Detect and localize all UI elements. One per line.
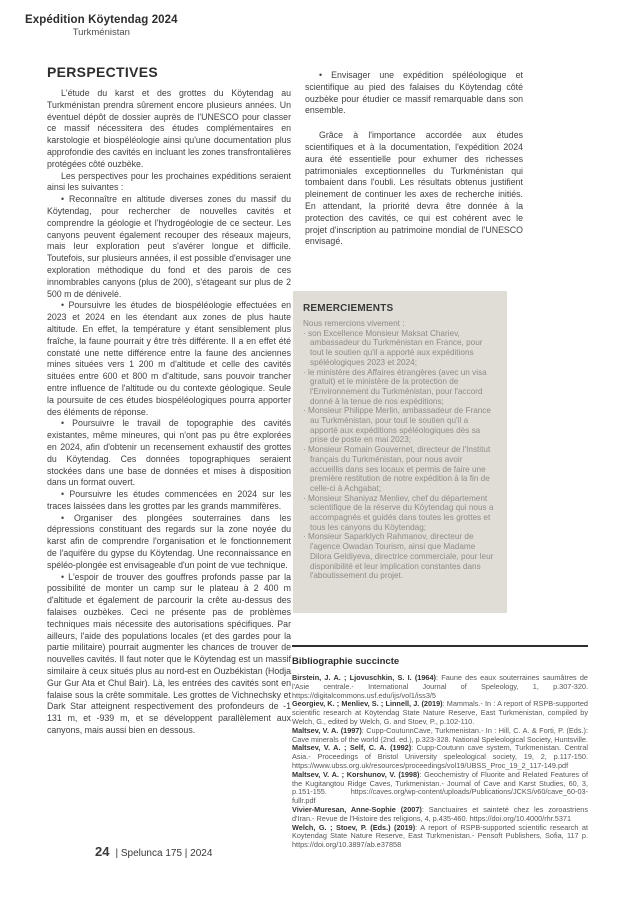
bullet-paragraph: • Reconnaître en altitude diverses zones du massif du Köytendag, pour rechercher de nouvelles cavités et comprendre la géologie et l'hydrogéologie de ce secteur. Les canyons peuvent également recouper des réseaux majeurs, mais leur exploration peut s'avérer longue et difficile. Toutefois, sur plusieurs années, il est possible d'envisager une exploration méthodique du fond et des parois de ces innombrables canyons (plus de 200), s'étageant sur plus de 2 500 m de dénivelé. [47, 194, 291, 299]
bullet-paragraph: • Envisager une expédition spéléologique et scientifique au pied des falaises du Köytendag côté ouzbèke pour étudier ce massif remarquable dans son ensemble. [305, 70, 523, 116]
entry-authors: Welch, G. ; Stoev, P. (Eds.) (2019) [292, 822, 416, 832]
article-subtitle: Turkménistan [72, 27, 130, 38]
journal-name: | Spelunca 175 | 2024 [115, 848, 213, 859]
bibliography-entry [292, 727, 588, 745]
entry-text: : Cupp-Coutunn cave system, Turkmenistan. Central Asia.- Proceedings of Bristol University speleological society, 19, 2, p.117-150. https://www.ubss.org.uk/resources/proceedings/vol19/UBSS_Proc_19_2_117-149.pdf [292, 743, 588, 770]
bibliography-entry [292, 824, 588, 850]
left-column [47, 64, 291, 737]
bullet-paragraph: • L'espoir de trouver des gouffres profonds passe par la possibilité de monter un camp sur le plateau à 2 400 m d'altitude et également de parcourir la crête au-dessus des falaises ouzbèkes. Ceci ne présente pas de problèmes techniques mais nécessite des autorisations spécifiques. Par ailleurs, l'aide des populations locales (et des gardes pour la partie militaire) pourrait augmenter les chances de trouver de nouvelles cavités. Il faut noter que le Köytendag est un massif similaire à ceux situés plus au nord-est en Ouzbékistan (Hodja Gur Gur Ata et Chul Bair). Là, les entrées des cavités sont en falaise sous la crête sommitale. Les grottes de Vichnechsky et Dark Star atteignent respectivement des profondeurs de -1 131 m, et -939 m, et se développent parallèlement aux canyons, mais aussi bien en dessous. [47, 571, 291, 736]
bibliography-entry [292, 744, 588, 770]
bullet-paragraph: • Poursuivre le travail de topographie des cavités existantes, même mineures, qui n'ont pas pu être explorées en 2024, afin d'obtenir un recensement exhaustif des grottes du Köytendag. Ces données topographiques seraient stockées dans une base de données et mises à disposition dans un format ouvert. [47, 418, 291, 488]
remerciements-item: · Monsieur Saparklych Rahmanov, directeur de l'agence Owadan Tourism, ainsi que Madame Dilora Geldiyeva, directrice commerciale, pour leur disponibilité et leur implication constantes dans l'aboutissement du projet. [303, 532, 494, 581]
article-title: Expédition Köytendag 2024 [25, 14, 178, 26]
bibliography-entry [292, 771, 588, 806]
entry-text: : Cupp-CoutunnCave, Turkmenistan.- In : Hill, C. A. & Forti, P. (Eds.): Cave minerals of the world (2nd. ed.), p.323-328. National Speleological Society, Huntsville. [292, 725, 588, 744]
remerciements-intro: Nous remercions vivement : [303, 319, 405, 328]
entry-authors: Maltsev, V. A. (1997) [292, 725, 362, 735]
bibliography-section [292, 645, 588, 850]
entry-authors: Georgiev, K. ; Menliev, S. ; Linnell, J. (2019) [292, 699, 443, 709]
remerciements-list [303, 329, 496, 581]
right-column [305, 70, 523, 248]
paragraph: Grâce à l'importance accordée aux études scientifiques et à la documentation, l'expédition 2024 aura été essentielle pour exhumer des richesses patrimoniales exceptionnelles du Turkménistan qui tombaient dans l'oubli. Les résultats obtenus justifient pleinement de continuer les axes de recherche initiés. En attendant, la priorité devra être donnée à la protection des cavités, ce qui est cohérent avec le projet d'inscription au patrimoine mondial de l'UNESCO envisagé. [305, 130, 523, 247]
remerciements-item: · son Excellence Monsieur Maksat Chariev, ambassadeur du Turkménistan en France, pour tout le soutien qu'il a apporté aux expéditions spéléologiques 2023 et 2024; [303, 328, 483, 367]
entry-text: : Geochemistry of Fluorite and Related Features of the Kugitangtou Ridge Caves, Turkmenistan.- Journal of Cave and Karst Studies, 60, 3, p.151-155. https://caves.org/wp-content/uploads/Publications/JCKS/v60/cave_60-03-fullr.pdf [292, 769, 588, 806]
remerciements-box [293, 291, 507, 613]
paragraph: L'étude du karst et des grottes du Köytendag au Turkménistan prendra sûrement encore plusieurs années. Un éventuel dépôt de dossier auprès de l'UNESCO pour classer ce massif nécessitera des études complémentaires en karstologie et biospéléologie ainsi qu'une documentation plus approfondie des cavités en incluant les zones transfrontalières protégées côté ouzbèke. [47, 88, 291, 169]
bibliography-entry [292, 700, 588, 726]
remerciements-item: · Monsieur Romain Gouvernet, directeur de l'Institut français du Turkménistan, pour nous avoir accueillis dans ses locaux et permis de faire une première restitution de notre expédition à la fin de celle-ci à Achgabat; [303, 445, 491, 493]
entry-text: : Mammals.- In : A report of RSPB-supported scientific research at Köytendag State Nature Reserve, East Turkmenistan, compiled by Welch, G., edited by Welch, G. and Stoev, P., p.102-110. [292, 699, 588, 726]
entry-authors: Birstein, J. A. ; Ljovuschkin, S. I. (1964) [292, 673, 436, 682]
entry-authors: Maltsev, V. A. ; Self, C. A. (1992) [292, 743, 412, 753]
entry-text: : Faune des eaux souterraines saumâtres de l'Asie centrale.- International Journal of Speleology, 1, p.307-320. https://digitalcommons.usf.edu/ijs/vol1/iss3/5 [292, 673, 588, 700]
remerciements-item: · Monsieur Philippe Merlin, ambassadeur de France au Turkménistan, pour tout le soutien qu'il a apporté aux expéditions spéléologiques dès sa prise de poste en mai 2023; [303, 406, 491, 445]
perspectives-heading: PERSPECTIVES [47, 64, 158, 80]
entry-authors: Maltsev, V. A. ; Korshunov, V. (1998) [292, 769, 420, 779]
bibliography-heading: Bibliographie succincte [292, 656, 400, 667]
page-header [25, 14, 178, 38]
entry-authors: Vivier-Muresan, Anne-Sophie (2007) [292, 804, 422, 814]
paragraph: Les perspectives pour les prochaines expéditions seraient ainsi les suivantes : [47, 170, 291, 193]
entry-text: : A report of RSPB-supported scientific research at Koytendag State Nature Reserve, East Turkmenistan.- Pensoft Publishers, Sofia, 117 p. https://doi.org/10.3897/ab.e37858 [292, 822, 588, 850]
remerciements-item: · le ministère des Affaires étrangères (avec un visa gratuit) et le ministère de la protection de l'Environnement du Turkménistan, pour l'accord donné à la tenue de nos expéditions; [303, 367, 487, 406]
remerciements-item: · Monsieur Shaniyaz Menliev, chef du département scientifique de la réserve du Köytendag qui nous a accompagnés et guidés dans toutes les grottes et tous les canyons du Köytendag; [303, 493, 494, 532]
remerciements-heading: REMERCIEMENTS [303, 303, 394, 314]
bibliography-entry [292, 674, 588, 700]
entry-text: : Sanctuaires et sainteté chez les zoroastriens d'Iran.- Revue de l'Histoire des religions, 4, p.435-460. https://doi.org/10.4000/rhr.5371 [292, 804, 588, 823]
bullet-paragraph: • Poursuivre les études de biospéléologie effectuées en 2023 et 2024 en les étendant aux zones de plus haute altitude. En effet, la température y étant sensiblement plus fraîche, la faune pourrait y être très différente. Il a en effet été constaté une nette différence entre la faune des anciennes mines situées vers 1 200 m d'altitude et celle des cavités situées entre 600 et 800 m d'altitude, sans pouvoir trancher entre influence de l'altitude ou du contexte géologique. Seule la poursuite de ces études biospéléologiques pourra apporter des éléments de réponse. [47, 300, 291, 417]
page-footer [95, 844, 212, 859]
bullet-paragraph: • Poursuivre les études commencées en 2024 sur les traces laissées dans les grottes par les grands mammifères. [47, 489, 291, 511]
bullet-paragraph: • Organiser des plongées souterraines dans les dépressions constituant des regards sur la zone noyée du karst afin de comprendre l'organisation et le fonctionnement de l'aquifère du gypse du Köytendag. Une reconnaissance en spéléo-plongée est envisageable d'un point de vue technique. [47, 512, 291, 570]
bibliography-entry [292, 806, 588, 824]
page-number: 24 [95, 844, 110, 859]
